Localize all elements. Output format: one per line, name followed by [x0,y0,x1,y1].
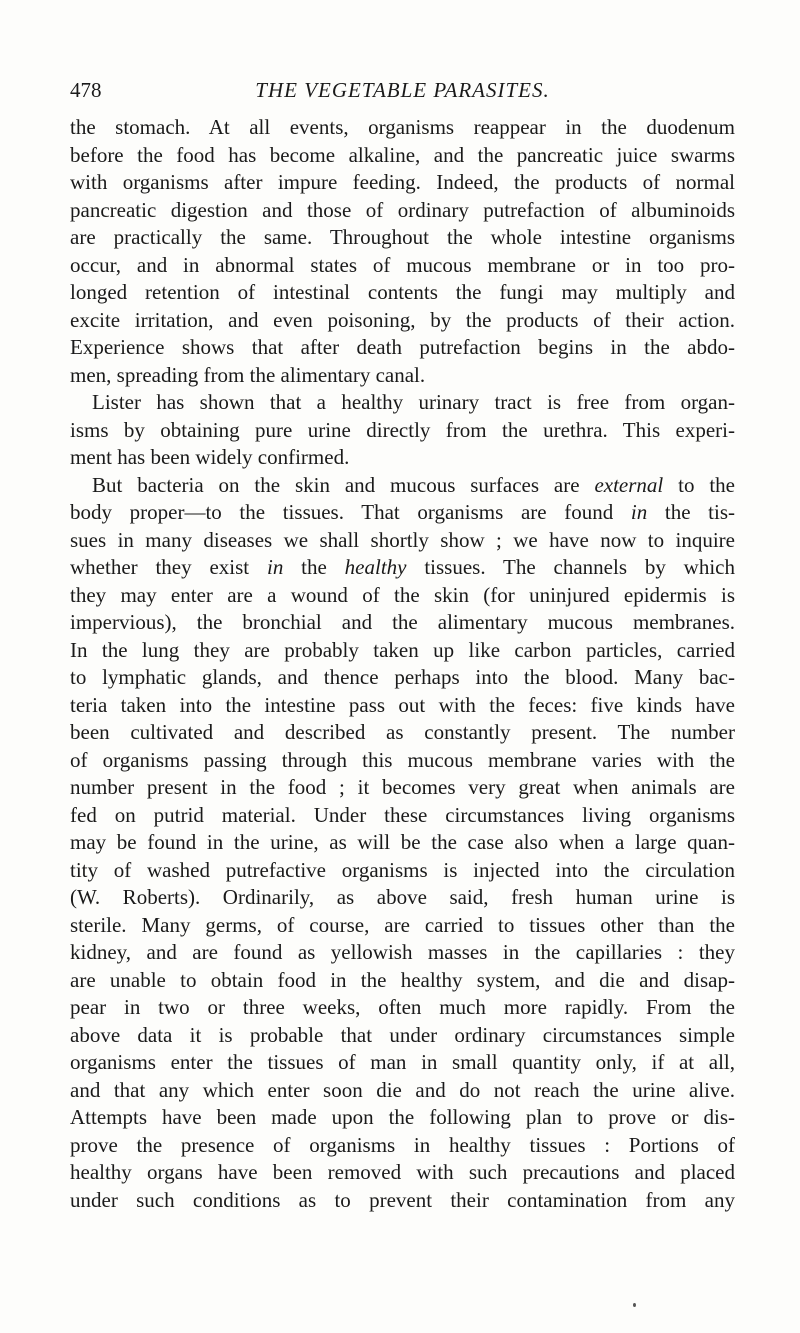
text-line: number present in the food ; it becomes very great when animals are [70,775,735,799]
text-line: pancreatic digestion and those of ordinary putrefaction of albuminoids [70,197,735,222]
italic-word: external [594,472,664,497]
text-line: pear in two or three weeks, often much more rapidly. From the [70,995,735,1019]
text-line: sterile. Many germs, of course, are carried to tissues other than the [70,912,735,937]
text-line: tity of washed putrefactive organisms is injected into the circulation [70,857,735,882]
text-line: (W. Roberts). Ordinarily, as above said, fresh human urine is [70,885,735,909]
text-line: teria taken into the intestine pass out with the feces: five kinds have [70,692,735,717]
text-line: fed on putrid material. Under these circumstances living organisms [70,802,735,827]
page-number: 478 [70,78,102,102]
text-line: excite irritation, and even poisoning, by the products of their action. [70,307,735,332]
text-line: before the food has become alkaline, and the pancreatic juice swarms [70,142,735,167]
text-line: Lister has shown that a healthy urinary tract is free from organ- [92,390,735,414]
text-line: whether they exist in the healthy tissues. The channels by which [70,555,736,579]
text-line: of organisms passing through this mucous membrane varies with the [70,747,735,772]
text-line: the stomach. At all events, organisms reappear in the duodenum [70,115,735,139]
text-line: sues in many diseases we shall shortly show ; we have now to inquire [70,527,735,552]
print-mark [633,1303,636,1307]
text-line: longed retention of intestinal contents the fungi may multiply and [70,280,735,304]
text-line: under such conditions as to prevent their contamination from any [70,1187,735,1212]
italic-word: in [630,500,648,524]
italic-word: in [266,555,284,579]
text-line: body proper—to the tissues. That organisms are found in the tis- [70,500,735,524]
text-line: Experience shows that after death putrefaction begins in the abdo- [70,335,735,359]
text-line: In the lung they are probably taken up like carbon particles, carried [70,637,735,662]
text-line: isms by obtaining pure urine directly from the urethra. This experi- [70,417,735,442]
text-line: organisms enter the tissues of man in small quantity only, if at all, [70,1050,735,1074]
text-line: they may enter are a wound of the skin (for uninjured epidermis is [70,582,735,607]
text-line: been cultivated and described as constantly present. The number [70,720,735,744]
italic-word: healthy [344,555,407,579]
text-line: to lymphatic glands, and thence perhaps into the blood. Many bac- [70,665,735,689]
text-line: kidney, and are found as yellowish masses in the capillaries : they [70,940,735,964]
text-line: impervious), the bronchial and the alimentary mucous membranes. [70,610,735,634]
body-text [70,114,735,1214]
text-line: men, spreading from the alimentary canal. [70,362,426,387]
text-line: ment has been widely confirmed. [70,445,350,469]
text-line: may be found in the urine, as will be the case also when a large quan- [70,830,735,854]
text-line: with organisms after impure feeding. Indeed, the products of normal [70,170,735,194]
text-line: are unable to obtain food in the healthy system, and die and disap- [70,967,735,992]
text-line: and that any which enter soon die and do not reach the urine alive. [70,1077,735,1102]
text-line: healthy organs have been removed with such precautions and placed [70,1160,735,1184]
running-title: THE VEGETABLE PARASITES. [255,78,550,102]
text-line: occur, and in abnormal states of mucous membrane or in too pro- [70,252,735,277]
text-line: But bacteria on the skin and mucous surfaces are external to the [92,472,735,497]
running-head [70,76,735,104]
text-line: are practically the same. Throughout the whole intestine organisms [70,225,735,249]
text-line: Attempts have been made upon the following plan to prove or dis- [70,1105,735,1129]
text-line: above data it is probable that under ordinary circumstances simple [70,1022,735,1047]
text-line: prove the presence of organisms in healthy tissues : Portions of [70,1132,735,1157]
